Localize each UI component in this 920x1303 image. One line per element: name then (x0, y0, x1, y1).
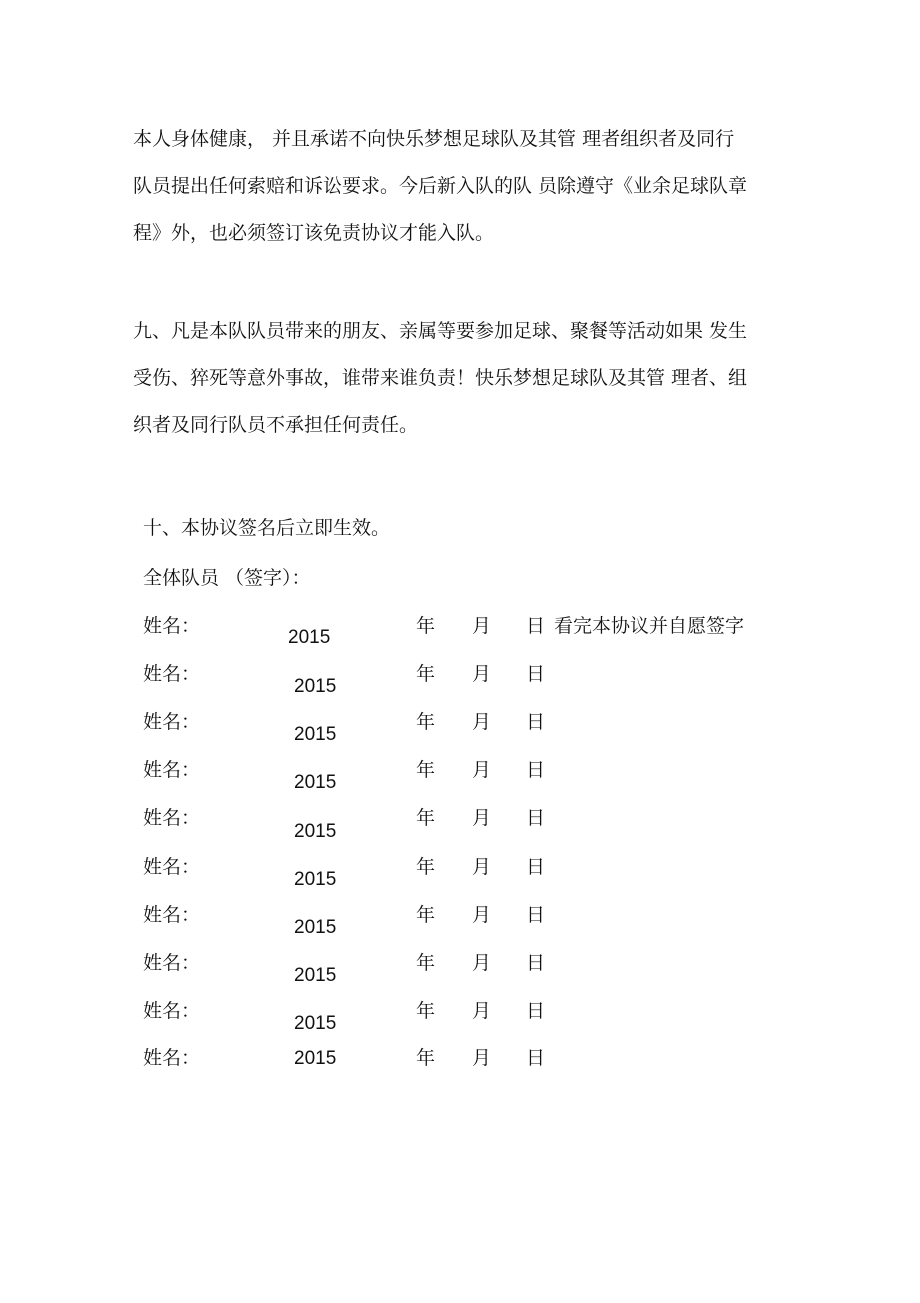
day-char: 日 (526, 759, 546, 781)
year-value: 2015 (294, 821, 337, 842)
paragraph-8-line: 程》外，也必须签订该免责协议才能入队。 (133, 222, 495, 244)
day-char: 日 (526, 952, 546, 974)
month-char: 月 (472, 663, 492, 685)
year-value: 2015 (294, 1013, 337, 1034)
name-label: 姓名： (143, 807, 201, 829)
signature-row (0, 660, 920, 708)
signature-row (0, 612, 920, 660)
year-char: 年 (416, 807, 436, 829)
name-label: 姓名： (143, 711, 201, 733)
year-value: 2015 (294, 965, 337, 986)
name-label: 姓名： (143, 904, 201, 926)
day-char: 日 (526, 1047, 546, 1069)
name-label: 姓名： (143, 952, 201, 974)
name-label: 姓名： (143, 1000, 201, 1022)
signature-row (0, 997, 920, 1045)
day-char: 日 (526, 904, 546, 926)
signature-row (0, 1044, 920, 1092)
day-char: 日 (526, 1000, 546, 1022)
year-value: 2015 (294, 1048, 337, 1069)
year-value: 2015 (294, 724, 337, 745)
year-value: 2015 (294, 676, 337, 697)
signature-row (0, 853, 920, 901)
name-label: 姓名： (143, 1047, 201, 1069)
paragraph-8-line: 本人身体健康， 并且承诺不向快乐梦想足球队及其管 理者组织者及同行 (133, 128, 735, 150)
signature-row (0, 804, 920, 852)
clause-10: 十、本协议签名后立即生效。 (143, 517, 391, 539)
year-char: 年 (416, 1000, 436, 1022)
day-char: 日 (526, 615, 546, 637)
day-char: 日 (526, 856, 546, 878)
name-label: 姓名： (143, 759, 201, 781)
paragraph-9-line: 受伤、猝死等意外事故，谁带来谁负责！快乐梦想足球队及其管 理者、组 (133, 367, 748, 389)
year-value: 2015 (294, 772, 337, 793)
consent-note: 看完本协议并自愿签字 (554, 615, 745, 637)
year-char: 年 (416, 711, 436, 733)
year-char: 年 (416, 856, 436, 878)
paragraph-9 (133, 308, 793, 449)
year-value: 2015 (294, 917, 337, 938)
year-value: 2015 (288, 627, 331, 648)
signature-row (0, 949, 920, 997)
month-char: 月 (472, 1000, 492, 1022)
name-label: 姓名： (143, 856, 201, 878)
name-label: 姓名： (143, 615, 201, 637)
year-char: 年 (416, 615, 436, 637)
year-char: 年 (416, 759, 436, 781)
signature-row (0, 901, 920, 949)
paragraph-8-line: 队员提出任何索赔和诉讼要求。今后新入队的队 员除遵守《业余足球队章 (133, 175, 748, 197)
day-char: 日 (526, 663, 546, 685)
month-char: 月 (472, 904, 492, 926)
month-char: 月 (472, 856, 492, 878)
day-char: 日 (526, 711, 546, 733)
signers-header: 全体队员 （签字）： (143, 567, 311, 589)
year-char: 年 (416, 904, 436, 926)
month-char: 月 (472, 807, 492, 829)
name-label: 姓名： (143, 663, 201, 685)
year-char: 年 (416, 1047, 436, 1069)
year-char: 年 (416, 663, 436, 685)
month-char: 月 (472, 615, 492, 637)
month-char: 月 (472, 711, 492, 733)
signature-row (0, 708, 920, 756)
paragraph-8 (133, 116, 793, 257)
year-value: 2015 (294, 869, 337, 890)
month-char: 月 (472, 759, 492, 781)
signature-row (0, 756, 920, 804)
month-char: 月 (472, 952, 492, 974)
year-char: 年 (416, 952, 436, 974)
paragraph-9-line: 织者及同行队员不承担任何责任。 (133, 414, 419, 436)
paragraph-9-line: 九、凡是本队队员带来的朋友、亲属等要参加足球、聚餐等活动如果 发生 (133, 320, 748, 342)
month-char: 月 (472, 1047, 492, 1069)
day-char: 日 (526, 807, 546, 829)
